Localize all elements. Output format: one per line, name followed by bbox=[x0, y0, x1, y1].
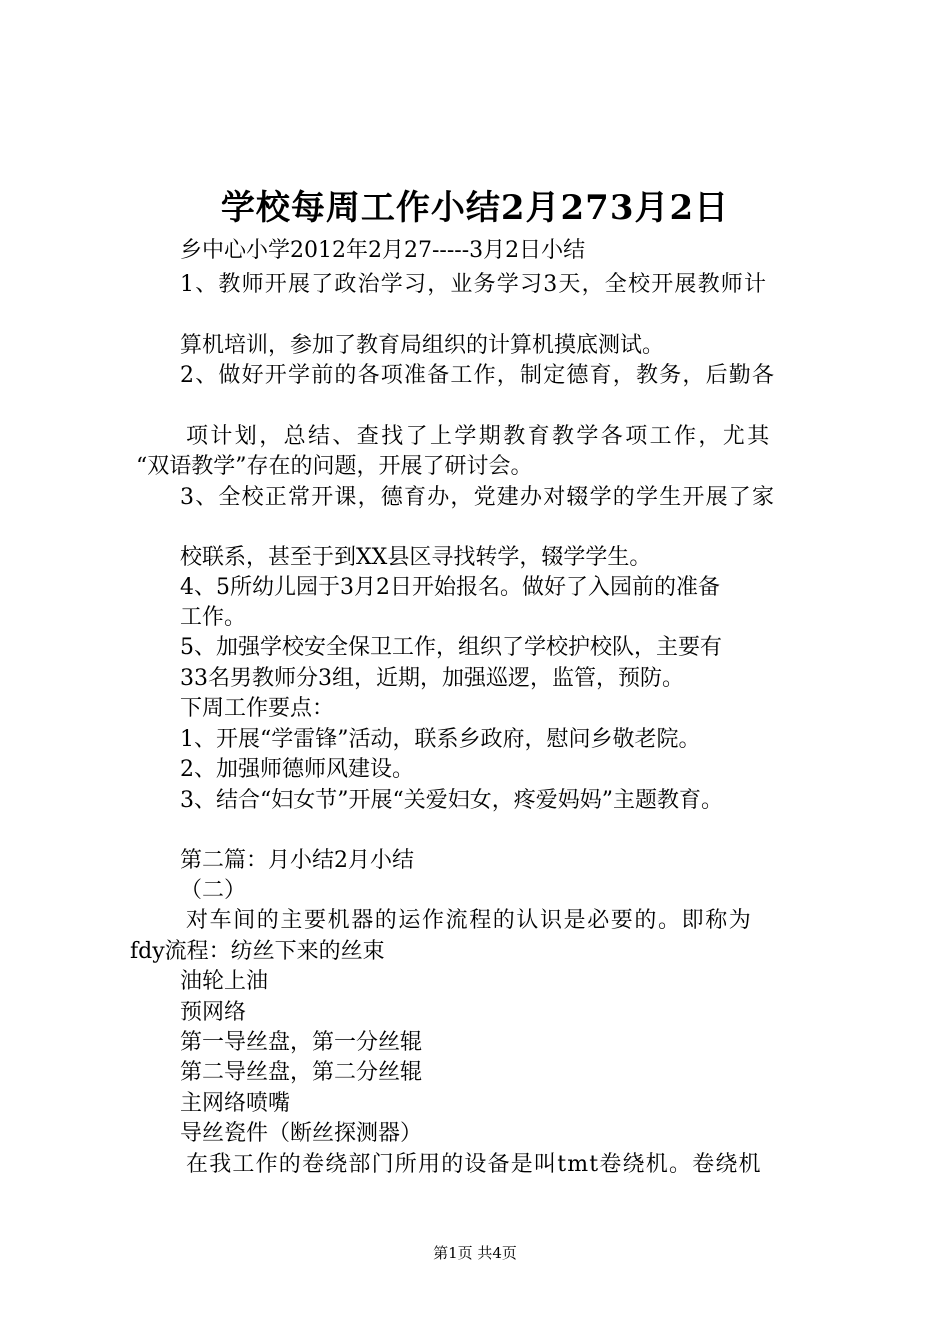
text-line: 1、开展“学雷锋”活动，联系乡政府，慰问乡敬老院。 bbox=[180, 727, 701, 752]
text-line: fdy流程：纺丝下来的丝束 bbox=[130, 939, 385, 964]
document-title: 学校每周工作小结2月273月2日 bbox=[220, 188, 730, 228]
text-line: 导丝瓷件（断丝探测器） bbox=[180, 1121, 423, 1146]
text-line: 第一导丝盘，第一分丝辊 bbox=[180, 1030, 423, 1055]
text-line: 第二导丝盘，第二分丝辊 bbox=[180, 1060, 423, 1085]
text-line: 1、教师开展了政治学习，业务学习3天，全校开展教师计 bbox=[180, 272, 768, 297]
text-line: 对车间的主要机器的运作流程的认识是必要的。即称为 bbox=[186, 908, 753, 933]
text-line: 在我工作的卷绕部门所用的设备是叫tmt卷绕机。卷绕机 bbox=[186, 1152, 762, 1177]
text-line: 油轮上油 bbox=[180, 969, 269, 994]
page-footer: 第1页 共4页 bbox=[433, 1244, 517, 1262]
text-line: 2、做好开学前的各项准备工作，制定德育，教务，后勤各 bbox=[180, 363, 776, 388]
text-line: “双语教学”存在的问题，开展了研讨会。 bbox=[136, 454, 533, 479]
text-line: 预网络 bbox=[180, 1000, 247, 1025]
text-line: 主网络喷嘴 bbox=[180, 1091, 291, 1116]
text-line: 3、结合“妇女节”开展“关爱妇女，疼爱妈妈”主题教育。 bbox=[180, 788, 723, 813]
text-line: 项计划，总结、查找了上学期教育教学各项工作，尤其 bbox=[186, 424, 772, 449]
text-line: 工作。 bbox=[180, 605, 247, 630]
text-line: 33名男教师分3组，近期，加强巡逻，监管，预防。 bbox=[180, 666, 684, 691]
text-line: 第二篇：月小结2月小结 bbox=[180, 848, 414, 873]
text-line: 乡中心小学2012年2月27-----3月2日小结 bbox=[180, 238, 586, 263]
text-line: 3、全校正常开课，德育办，党建办对辍学的学生开展了家 bbox=[180, 485, 776, 510]
text-line: 算机培训，参加了教育局组织的计算机摸底测试。 bbox=[180, 333, 665, 358]
text-line: 4、5所幼儿园于3月2日开始报名。做好了入园前的准备 bbox=[180, 575, 720, 600]
text-line: 5、加强学校安全保卫工作，组织了学校护校队，主要有 bbox=[180, 635, 722, 660]
text-line: 下周工作要点： bbox=[180, 696, 335, 721]
text-line: 校联系，甚至于到XX县区寻找转学，辍学学生。 bbox=[180, 545, 652, 570]
text-line: 2、加强师德师风建设。 bbox=[180, 757, 414, 782]
text-line: （二） bbox=[180, 878, 247, 903]
